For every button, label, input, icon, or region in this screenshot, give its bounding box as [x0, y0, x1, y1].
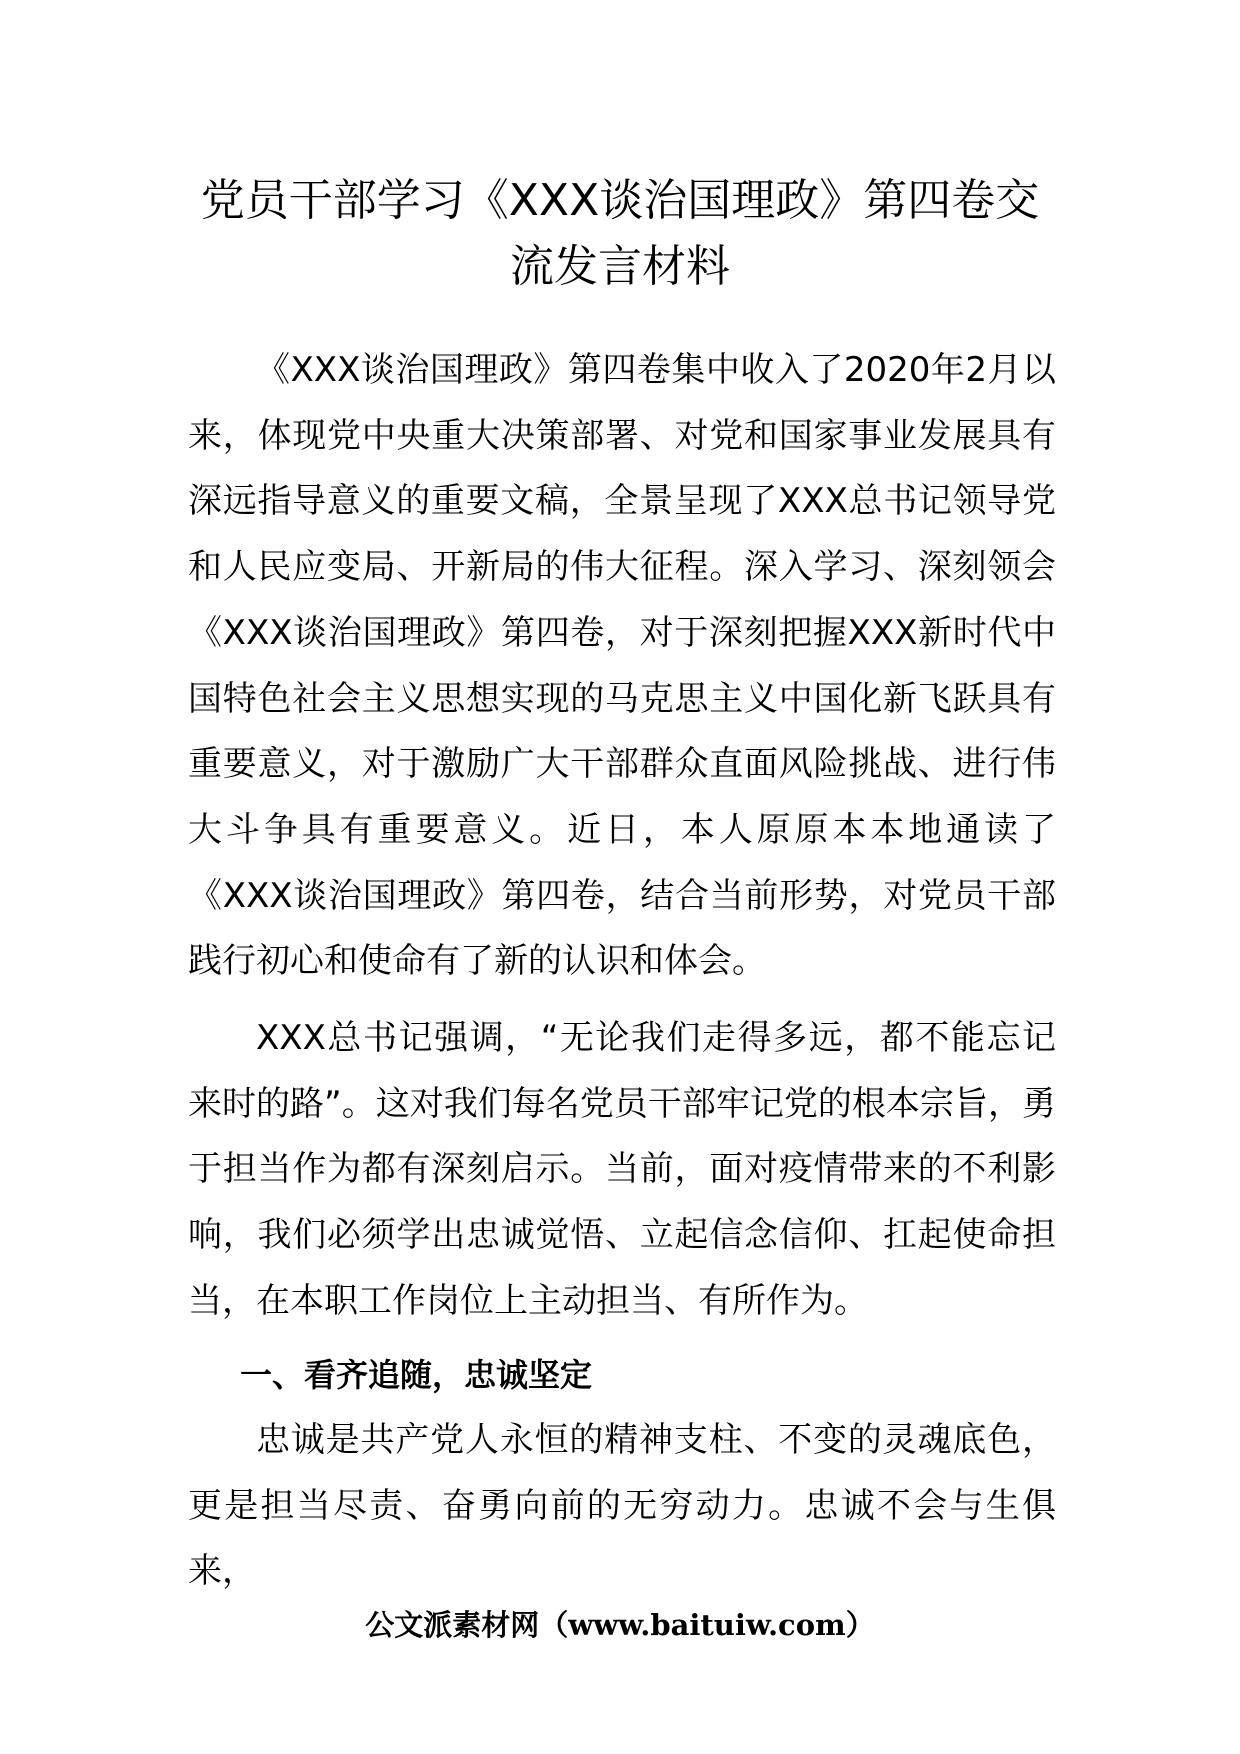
- footer-watermark: 公文派素材网（www.baituiw.com）: [365, 1608, 875, 1642]
- body-paragraph-1: 《XXX谈治国理政》第四卷集中收入了2020年2月以来，体现党中央重大决策部署、对党和国家事业发展具有深远指导意义的重要文稿，全景呈现了XXX总书记领导党和人民应变局、开新局的伟大征程。深入学习、深刻领会《XXX谈治国理政》第四卷，对于深刻把握XXX新时代中国特色社会主义思想实现的马克思主义中国化新飞跃具有重要意义，对于激励广大干部群众直面风险挑战、进行伟大斗争具有重要意义。近日，本人原原本本地通读了《XXX谈治国理政》第四卷，结合当前形势，对党员干部践行初心和使命有了新的认识和体会。: [188, 350, 1056, 982]
- section-heading: 一、看齐追随，忠诚坚定: [240, 1356, 593, 1394]
- document-title-line-2: 流发言材料: [510, 241, 730, 292]
- body-paragraph-2: XXX总书记强调，“无论我们走得多远，都不能忘记来时的路”。这对我们每名党员干部牢记党的根本宗旨，勇于担当作为都有深刻启示。当前，面对疫情带来的不利影响，我们必须学出忠诚觉悟、立起信念信仰、扛起使命担当，在本职工作岗位上主动担当、有所作为。: [188, 1018, 1056, 1321]
- document-title-line-1: 党员干部学习《XXX谈治国理政》第四卷交: [200, 175, 1040, 226]
- body-paragraph-3: 忠诚是共产党人永恒的精神支柱、不变的灵魂底色，更是担当尽责、奋勇向前的无穷动力。忠诚不会与生俱来，: [188, 1420, 1056, 1592]
